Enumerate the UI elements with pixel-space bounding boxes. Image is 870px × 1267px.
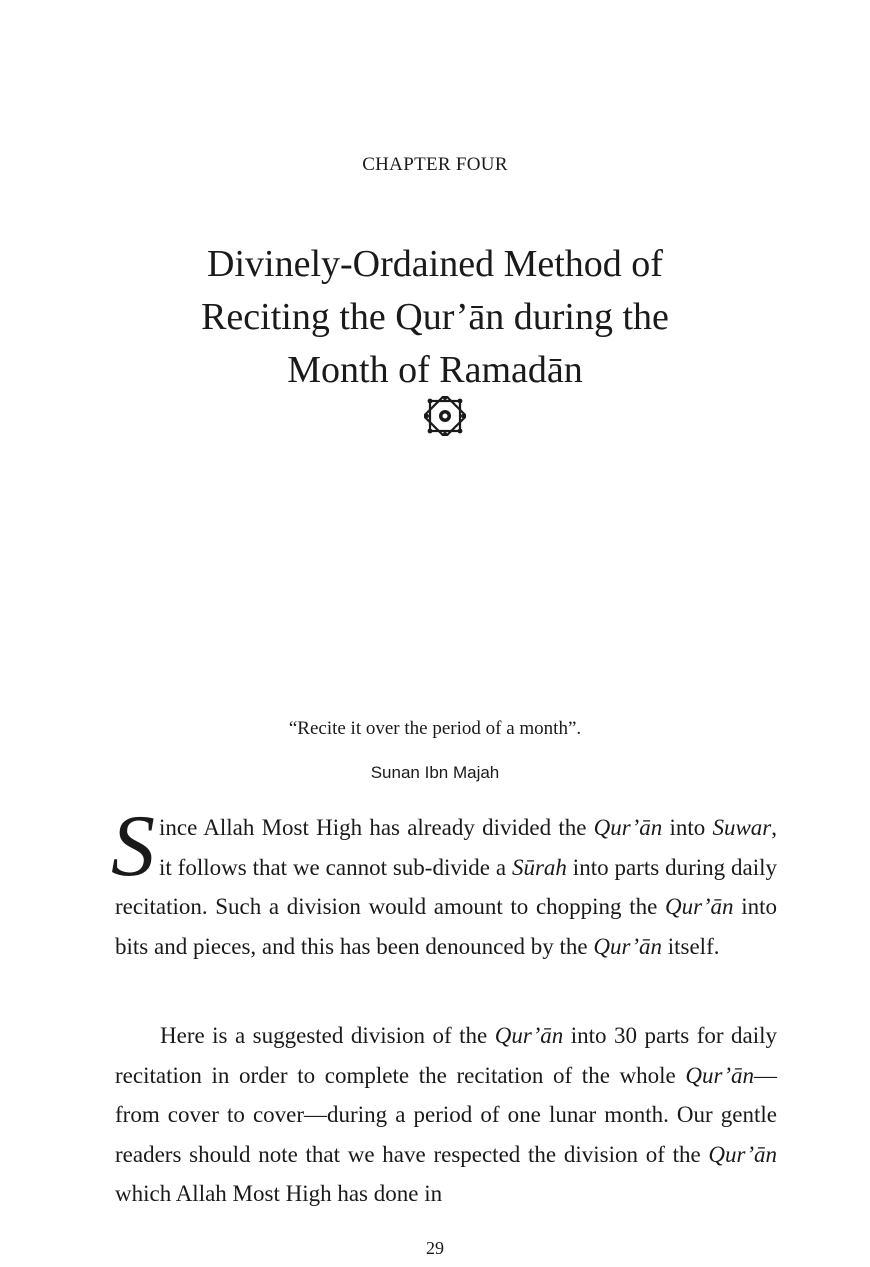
body-paragraph <box>111 798 778 966</box>
italic-term: Qur’ān <box>593 815 663 840</box>
chapter-title-line: Divinely-Ordained Method of <box>207 243 663 285</box>
italic-term: Qur’ān <box>685 1062 754 1088</box>
text-run: Here is a suggested division of the <box>160 1023 495 1048</box>
text-run: ince Allah Most High has already divided the <box>159 815 594 840</box>
chapter-title-line: Reciting the Qur’ān during the <box>201 296 669 338</box>
text-run: itself. <box>661 933 720 959</box>
text-run: into bits and pieces, and this has been denounced by the <box>115 894 777 959</box>
chapter-title-line: Month of Ramadān <box>287 349 583 391</box>
text-run: into <box>662 815 713 840</box>
geometric-ornament-icon <box>424 396 466 436</box>
epigraph-source: Sunan Ibn Majah <box>370 763 500 782</box>
text-run: which Allah Most High has done in <box>115 1181 443 1206</box>
italic-term: Suwar <box>712 815 772 840</box>
italic-term: Sūrah <box>511 854 567 880</box>
chapter-title <box>0 238 870 397</box>
body-paragraph <box>115 1016 777 1214</box>
drop-cap: S <box>111 798 155 895</box>
epigraph-quote: “Recite it over the period of a month”. <box>288 718 582 739</box>
page-number: 29 <box>426 1238 444 1258</box>
italic-term: Qur’ān <box>494 1023 564 1048</box>
italic-term: Qur’ān <box>708 1141 777 1167</box>
text-run: —from cover to cover—during a period of one lunar month. Our gentle readers should note that we have respected the division of the <box>115 1062 777 1167</box>
italic-term: Qur’ān <box>664 894 734 919</box>
text-run: , it follows that we cannot sub-divide a <box>159 815 777 880</box>
text-run: into 30 parts for daily recitation in order to complete the recitation of the whole <box>115 1023 778 1088</box>
italic-term: Qur’ān <box>593 933 662 959</box>
chapter-label: CHAPTER FOUR <box>362 154 508 175</box>
text-run: into parts during daily recitation. Such a division would amount to chopping the <box>115 854 778 919</box>
